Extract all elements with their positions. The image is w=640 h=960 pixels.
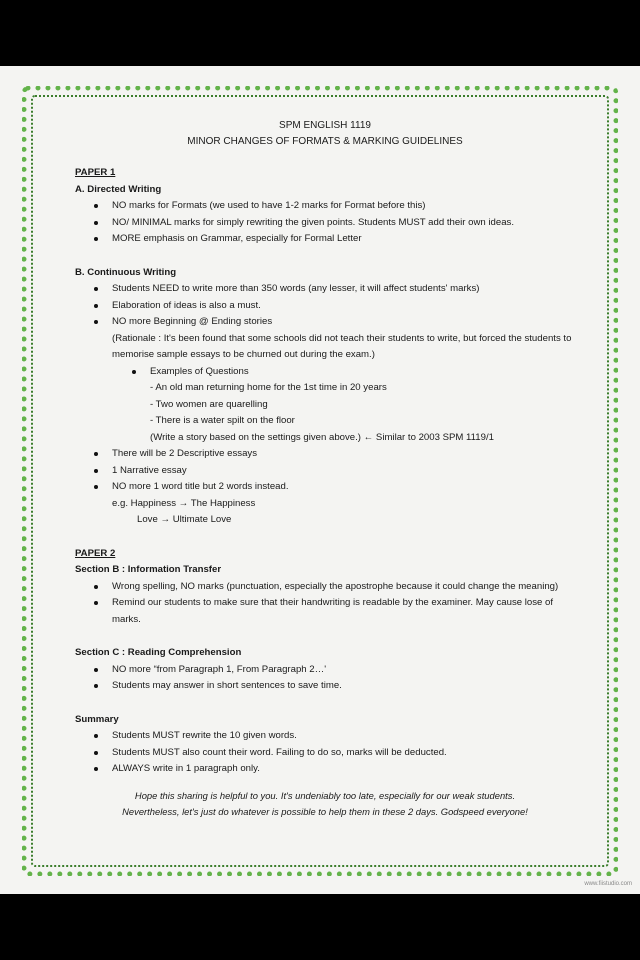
document-title <box>75 118 575 150</box>
list-item: NO more 1 word title but 2 words instead. <box>75 479 575 496</box>
example-item: - Two women are quarelling <box>150 398 268 410</box>
list-item: MORE emphasis on Grammar, especially for Formal Letter <box>75 231 575 248</box>
section-b-heading: Section B : Information Transfer <box>75 564 222 575</box>
rationale-text: (Rationale : It's been found that some schools did not teach their students to write, but forced the students to memorise sample essays to be churned out during the exam.) <box>112 332 572 360</box>
directed-writing-list <box>75 198 575 248</box>
continuous-writing-list <box>75 281 575 331</box>
examples-list <box>75 364 575 381</box>
document-content <box>75 118 575 821</box>
list-item: NO/ MINIMAL marks for simply rewriting the given points. Students MUST add their own ideas. <box>75 215 575 232</box>
list-item: NO more “from Paragraph 1, From Paragraph 2…' <box>75 662 575 679</box>
list-item: Wrong spelling, NO marks (punctuation, especially the apostrophe because it could change the meaning) <box>75 579 575 596</box>
continuous-writing-list-2 <box>75 446 575 496</box>
example-note: (Write a story based on the settings given above.) ← Similar to 2003 SPM 1119/1 <box>150 431 494 443</box>
list-item: Remind our students to make sure that their handwriting is readable by the examiner. May cause lose of marks. <box>75 595 575 628</box>
example-title-1: e.g. Happiness → The Happiness <box>112 497 256 509</box>
list-item: ALWAYS write in 1 paragraph only. <box>75 761 575 778</box>
closing-line-1: Hope this sharing is helpful to you. It's undeniably too late, especially for our weak students. <box>134 789 516 801</box>
example-item: - There is a water spilt on the floor <box>150 415 295 426</box>
watermark: www.fiistudio.com <box>584 881 632 887</box>
list-item: Students NEED to write more than 350 words (any lesser, it will affect students' marks) <box>75 281 575 298</box>
section-c-heading: Section C : Reading Comprehension <box>75 647 242 658</box>
summary-heading: Summary <box>75 713 119 725</box>
example-item: - An old man returning home for the 1st time in 20 years <box>150 382 387 393</box>
examples-heading: Examples of Questions <box>75 364 575 381</box>
section-b-list <box>75 579 575 629</box>
list-item: Elaboration of ideas is also a must. <box>75 298 575 315</box>
list-item: Students MUST rewrite the 10 given words. <box>75 728 575 745</box>
example-title-2: Love → Ultimate Love <box>137 514 232 525</box>
directed-writing-heading: A. Directed Writing <box>75 183 162 195</box>
continuous-writing-heading: B. Continuous Writing <box>75 266 177 278</box>
paper1-heading: PAPER 1 <box>75 167 116 178</box>
paper2-heading: PAPER 2 <box>75 547 116 559</box>
section-c-list <box>75 662 575 695</box>
summary-list <box>75 728 575 778</box>
list-item: NO more Beginning @ Ending stories <box>75 314 575 331</box>
list-item: 1 Narrative essay <box>75 463 575 480</box>
closing-line-2: Nevertheless, let's just do whatever is possible to help them in these 2 days. Godspeed everyone! <box>122 806 528 817</box>
list-item: Students may answer in short sentences to save time. <box>75 678 575 695</box>
list-item: Students MUST also count their word. Failing to do so, marks will be deducted. <box>75 745 575 762</box>
title-line-1: SPM ENGLISH 1119 <box>279 120 371 131</box>
list-item: NO marks for Formats (we used to have 1-2 marks for Format before this) <box>75 198 575 215</box>
title-line-2: MINOR CHANGES OF FORMATS & MARKING GUIDELINES <box>187 136 463 147</box>
closing-note <box>75 788 575 821</box>
list-item: There will be 2 Descriptive essays <box>75 446 575 463</box>
